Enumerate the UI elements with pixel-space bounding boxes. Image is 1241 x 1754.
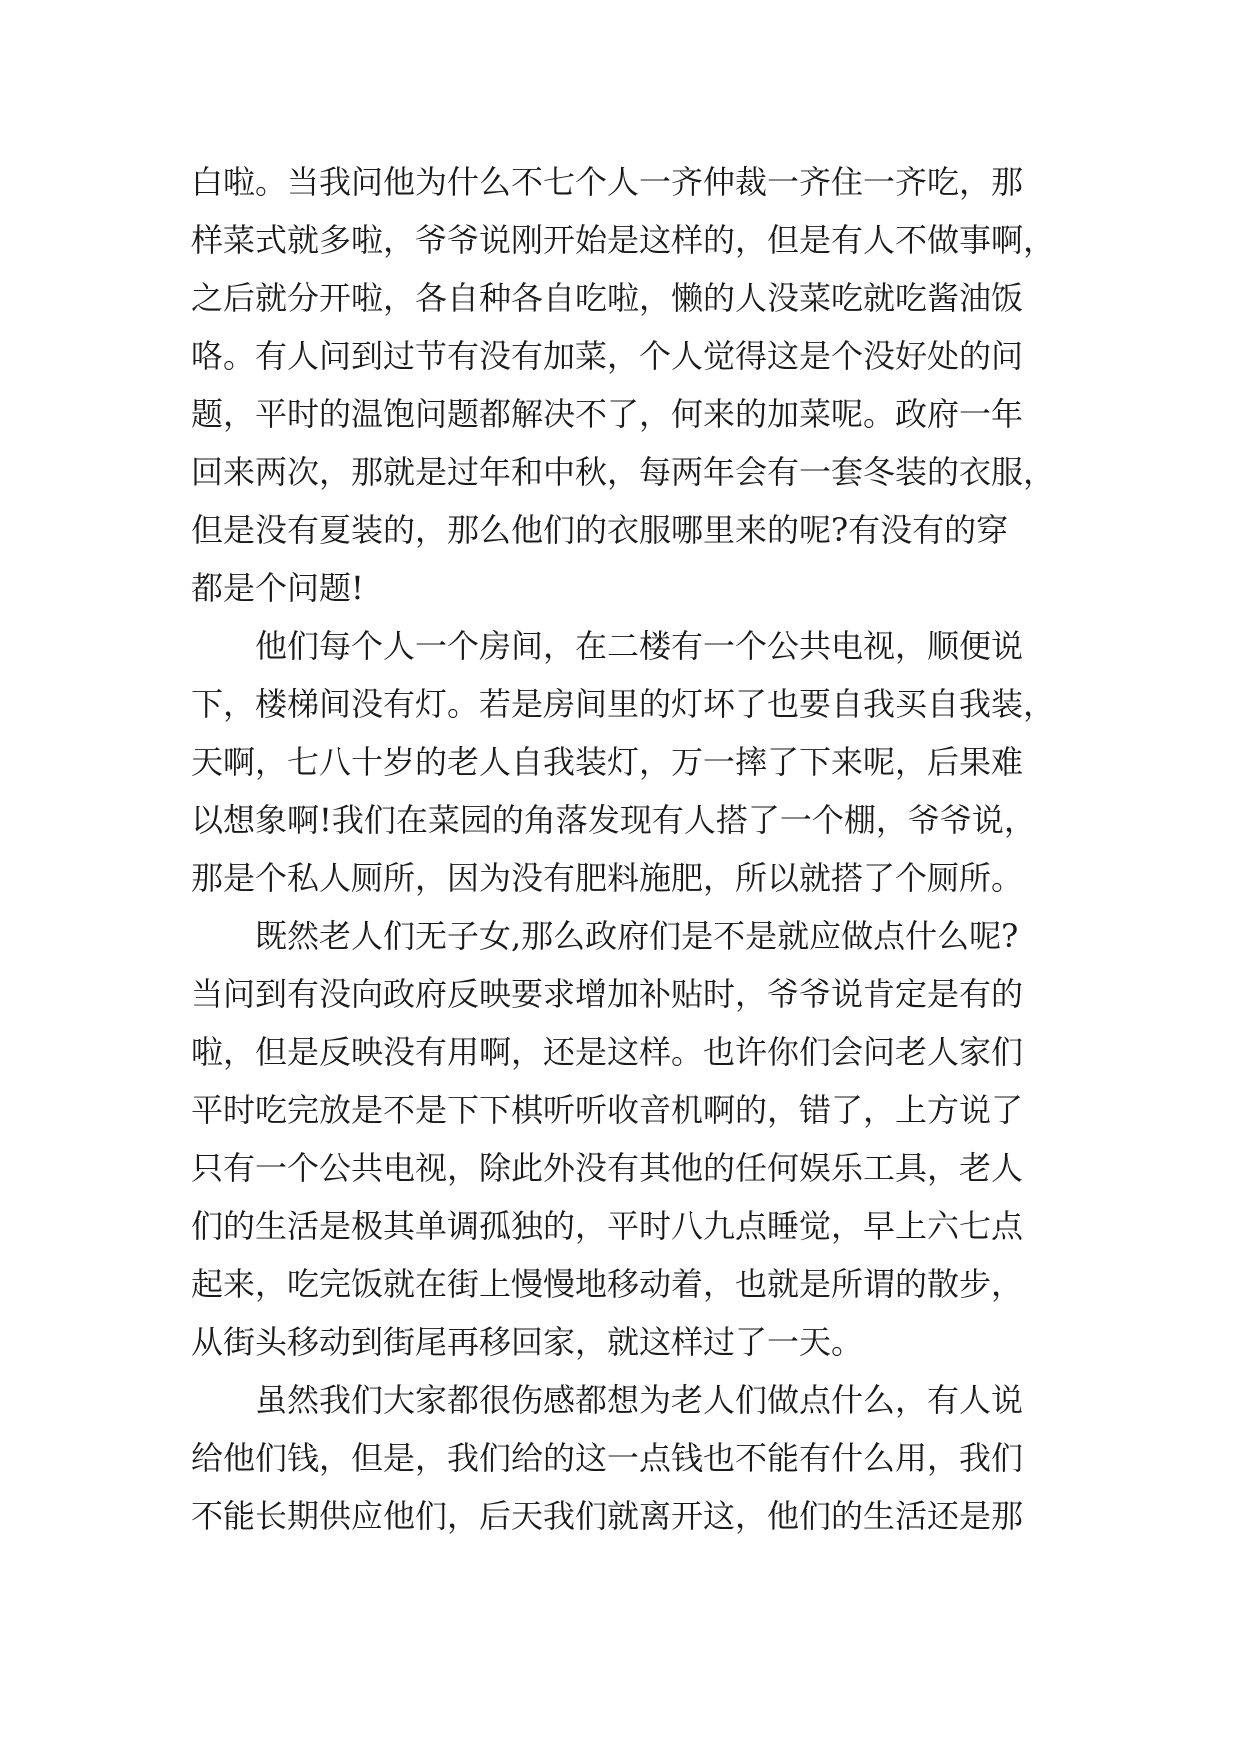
paragraph-first-line: 他们每个人一个房间，在二楼有一个公共电视，顺便说 [255,627,1024,665]
text-line: 给他们钱，但是，我们给的这一点钱也不能有什么用，我们 [191,1439,1024,1477]
text-line: 下，楼梯间没有灯。若是房间里的灯坏了也要自我买自我装， [191,685,1056,723]
paragraph-first-line: 既然老人们无子女,那么政府们是不是就应做点什么呢? [255,917,1019,955]
text-line: 咯。有人问到过节有没有加菜，个人觉得这是个没好处的问 [191,337,1024,375]
text-line: 平时吃完放是不是下下棋听听收音机啊的，错了，上方说了 [191,1091,1024,1129]
text-line: 题，平时的温饱问题都解决不了，何来的加菜呢。政府一年 [191,395,1024,433]
text-line: 天啊，七八十岁的老人自我装灯，万一摔了下来呢，后果难 [191,743,1024,781]
text-line: 那是个私人厕所，因为没有肥料施肥，所以就搭了个厕所。 [191,859,1024,897]
text-line: 从街头移动到街尾再移回家，就这样过了一天。 [191,1323,864,1361]
text-line: 之后就分开啦，各自种各自吃啦，懒的人没菜吃就吃酱油饭 [191,279,1024,317]
text-line: 起来，吃完饭就在街上慢慢地移动着，也就是所谓的散步， [191,1265,1024,1303]
paragraph-first-line: 虽然我们大家都很伤感都想为老人们做点什么，有人说 [255,1381,1024,1419]
text-line: 样菜式就多啦，爷爷说刚开始是这样的，但是有人不做事啊， [191,221,1056,259]
text-line: 回来两次，那就是过年和中秋，每两年会有一套冬装的衣服， [191,453,1056,491]
text-line: 们的生活是极其单调孤独的，平时八九点睡觉，早上六七点 [191,1207,1024,1245]
text-line: 只有一个公共电视，除此外没有其他的任何娱乐工具，老人 [191,1149,1024,1187]
text-line: 以想象啊!我们在菜园的角落发现有人搭了一个棚，爷爷说， [191,801,1036,839]
text-line: 啦，但是反映没有用啊，还是这样。也许你们会问老人家们 [191,1033,1024,1071]
text-line: 但是没有夏装的，那么他们的衣服哪里来的呢?有没有的穿 [191,511,1009,549]
text-line: 白啦。当我问他为什么不七个人一齐仲裁一齐住一齐吃，那 [191,163,1024,201]
text-line: 当问到有没向政府反映要求增加补贴时，爷爷说肯定是有的 [191,975,1024,1013]
text-line: 不能长期供应他们，后天我们就离开这，他们的生活还是那 [191,1497,1024,1535]
text-line: 都是个问题! [191,569,364,607]
